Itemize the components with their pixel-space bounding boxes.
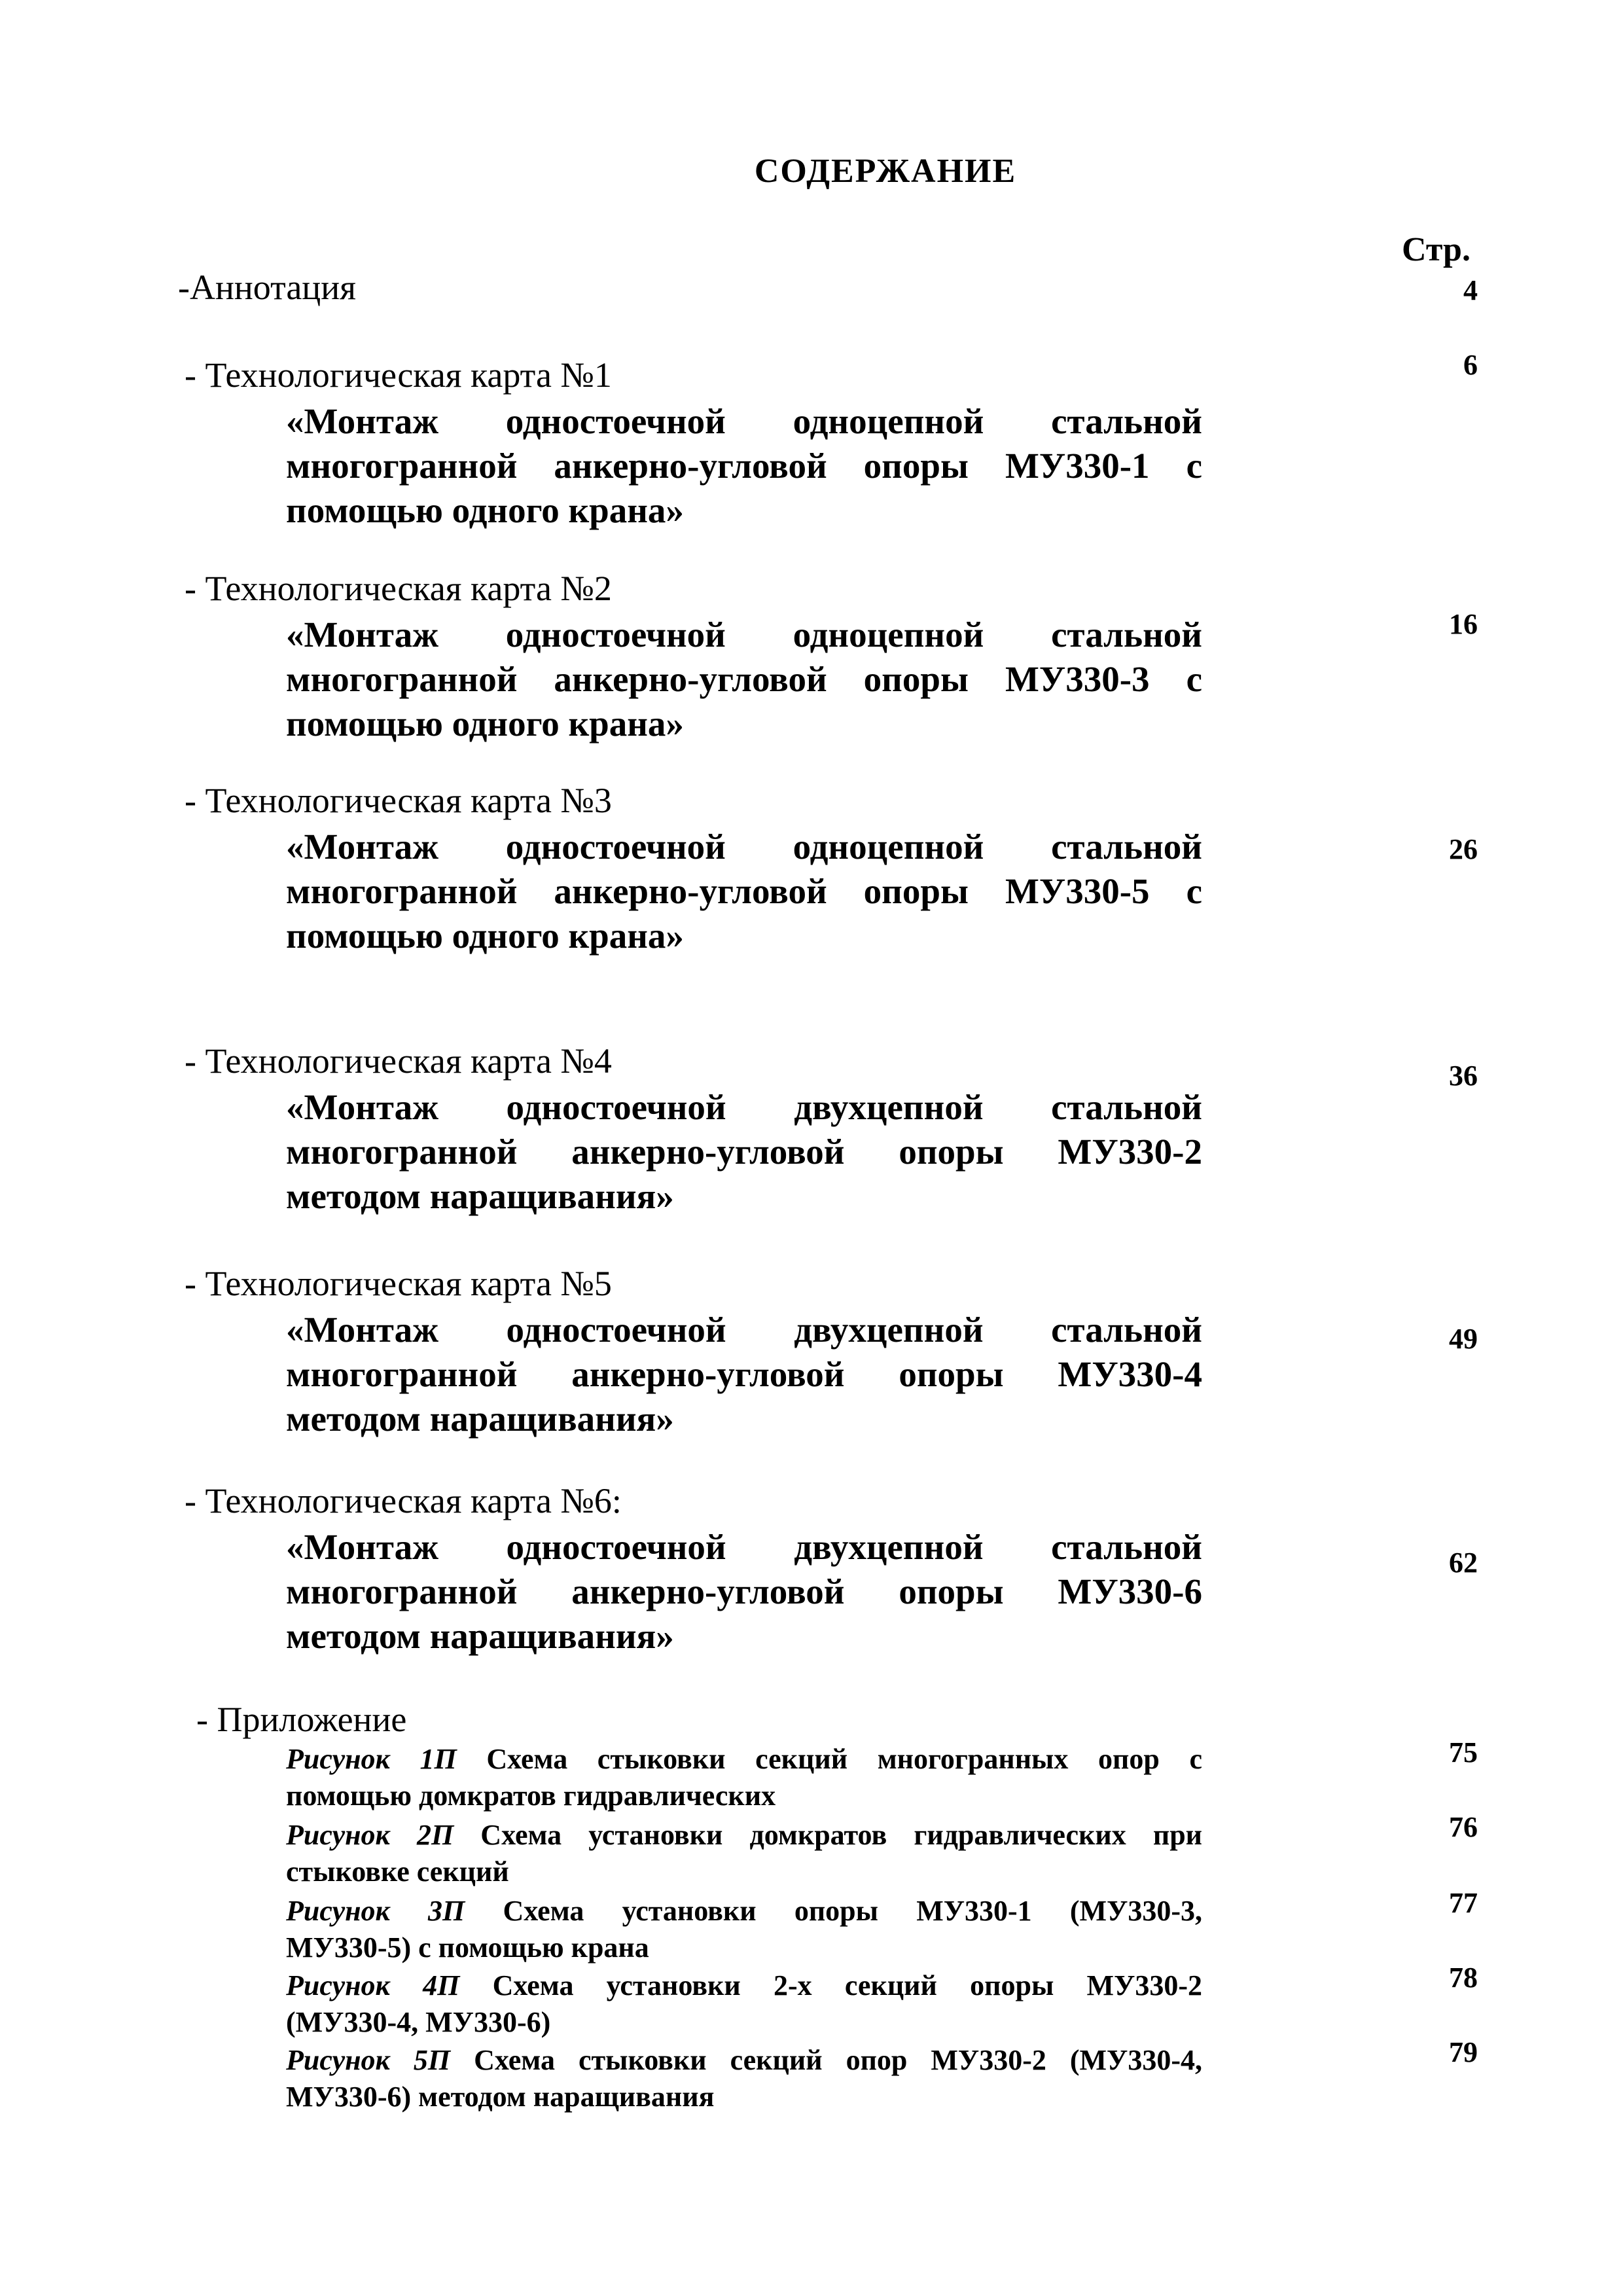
toc-description-card-4 [286,1085,1202,1219]
toc-description-card-3 [286,825,1202,958]
description-line: «Монтаж одностоечной одноцепной стальной [286,827,1202,867]
toc-entry-card-3[interactable]: - Технологическая карта №3 [185,781,612,820]
toc-description-card-2 [286,613,1202,746]
description-line: многогранной анкерно-угловой опоры МУ330-6 [286,1571,1202,1611]
description-line: «Монтаж одностоечной двухцепной стальной [286,1087,1202,1127]
figure-label: Рисунок 3П [286,1895,465,1927]
toc-page-card-4: 36 [1449,1060,1478,1092]
figure-caption: Схема установки опоры МУ330-1 (МУ330-3, [503,1895,1203,1927]
toc-description-card-5 [286,1308,1202,1441]
page-column-label: Стр. [1402,231,1471,268]
figure-label: Рисунок 1П [286,1743,457,1775]
toc-page-card-3: 26 [1449,833,1478,865]
description-line: многогранной анкерно-угловой опоры МУ330-4 [286,1354,1202,1394]
appendix-page-2: 76 [1449,1811,1478,1843]
toc-page-card-2: 16 [1449,608,1478,640]
toc-entry-card-2[interactable]: - Технологическая карта №2 [185,569,612,608]
appendix-figure-3[interactable] [286,1893,1202,1966]
figure-caption: Схема установки 2-х секций опоры МУ330-2 [492,1969,1203,2001]
toc-entry-card-4[interactable]: - Технологическая карта №4 [185,1041,612,1081]
appendix-page-4: 78 [1449,1962,1478,1994]
description-line: методом наращивания» [286,1616,674,1656]
description-line: помощью одного крана» [286,490,684,530]
toc-description-card-6 [286,1525,1202,1659]
description-line: методом наращивания» [286,1176,674,1216]
figure-caption-cont: МУ330-6) методом наращивания [286,2081,715,2113]
figure-caption-cont: (МУ330-4, МУ330-6) [286,2006,551,2038]
appendix-figure-2[interactable] [286,1817,1202,1890]
toc-page-card-6: 62 [1449,1547,1478,1579]
figure-caption: Схема стыковки секций опор МУ330-2 (МУ330-4, [474,2044,1202,2076]
figure-caption: Схема установки домкратов гидравлических при [480,1819,1203,1851]
figure-label: Рисунок 2П [286,1819,454,1851]
toc-description-card-1 [286,399,1202,533]
description-line: многогранной анкерно-угловой опоры МУ330-2 [286,1132,1202,1172]
toc-entry-card-1[interactable]: - Технологическая карта №1 [185,355,612,395]
figure-caption-cont: МУ330-5) с помощью крана [286,1931,649,1964]
description-line: многогранной анкерно-угловой опоры МУ330-1 с [286,446,1202,486]
description-line: помощью одного крана» [286,704,684,744]
toc-entry-appendix[interactable]: - Приложение [196,1700,407,1739]
page-title: СОДЕРЖАНИЕ [754,152,1017,190]
figure-caption: Схема стыковки секций многогранных опор с [486,1743,1202,1775]
description-line: «Монтаж одностоечной двухцепной стальной [286,1527,1202,1567]
toc-page-annotation: 4 [1463,274,1478,306]
description-line: методом наращивания» [286,1399,674,1439]
appendix-figure-4[interactable] [286,1967,1202,2041]
description-line: многогранной анкерно-угловой опоры МУ330-5 с [286,871,1202,911]
appendix-page-5: 79 [1449,2036,1478,2068]
figure-caption-cont: помощью домкратов гидравлических [286,1780,776,1812]
description-line: «Монтаж одностоечной одноцепной стальной [286,615,1202,655]
toc-page-card-5: 49 [1449,1323,1478,1355]
figure-caption-cont: стыковке секций [286,1856,509,1888]
toc-entry-annotation[interactable]: -Аннотация [178,268,356,307]
description-line: «Монтаж одностоечной одноцепной стальной [286,401,1202,441]
figure-label: Рисунок 5П [286,2044,451,2076]
toc-entry-card-6[interactable]: - Технологическая карта №6: [185,1481,622,1520]
description-line: помощью одного крана» [286,916,684,956]
appendix-figure-5[interactable] [286,2042,1202,2115]
description-line: многогранной анкерно-угловой опоры МУ330-3 с [286,659,1202,699]
description-line: «Монтаж одностоечной двухцепной стальной [286,1310,1202,1350]
appendix-page-3: 77 [1449,1887,1478,1919]
appendix-figure-1[interactable] [286,1741,1202,1814]
appendix-page-1: 75 [1449,1736,1478,1768]
figure-label: Рисунок 4П [286,1969,460,2001]
toc-page-card-1: 6 [1463,349,1478,381]
toc-entry-card-5[interactable]: - Технологическая карта №5 [185,1264,612,1303]
